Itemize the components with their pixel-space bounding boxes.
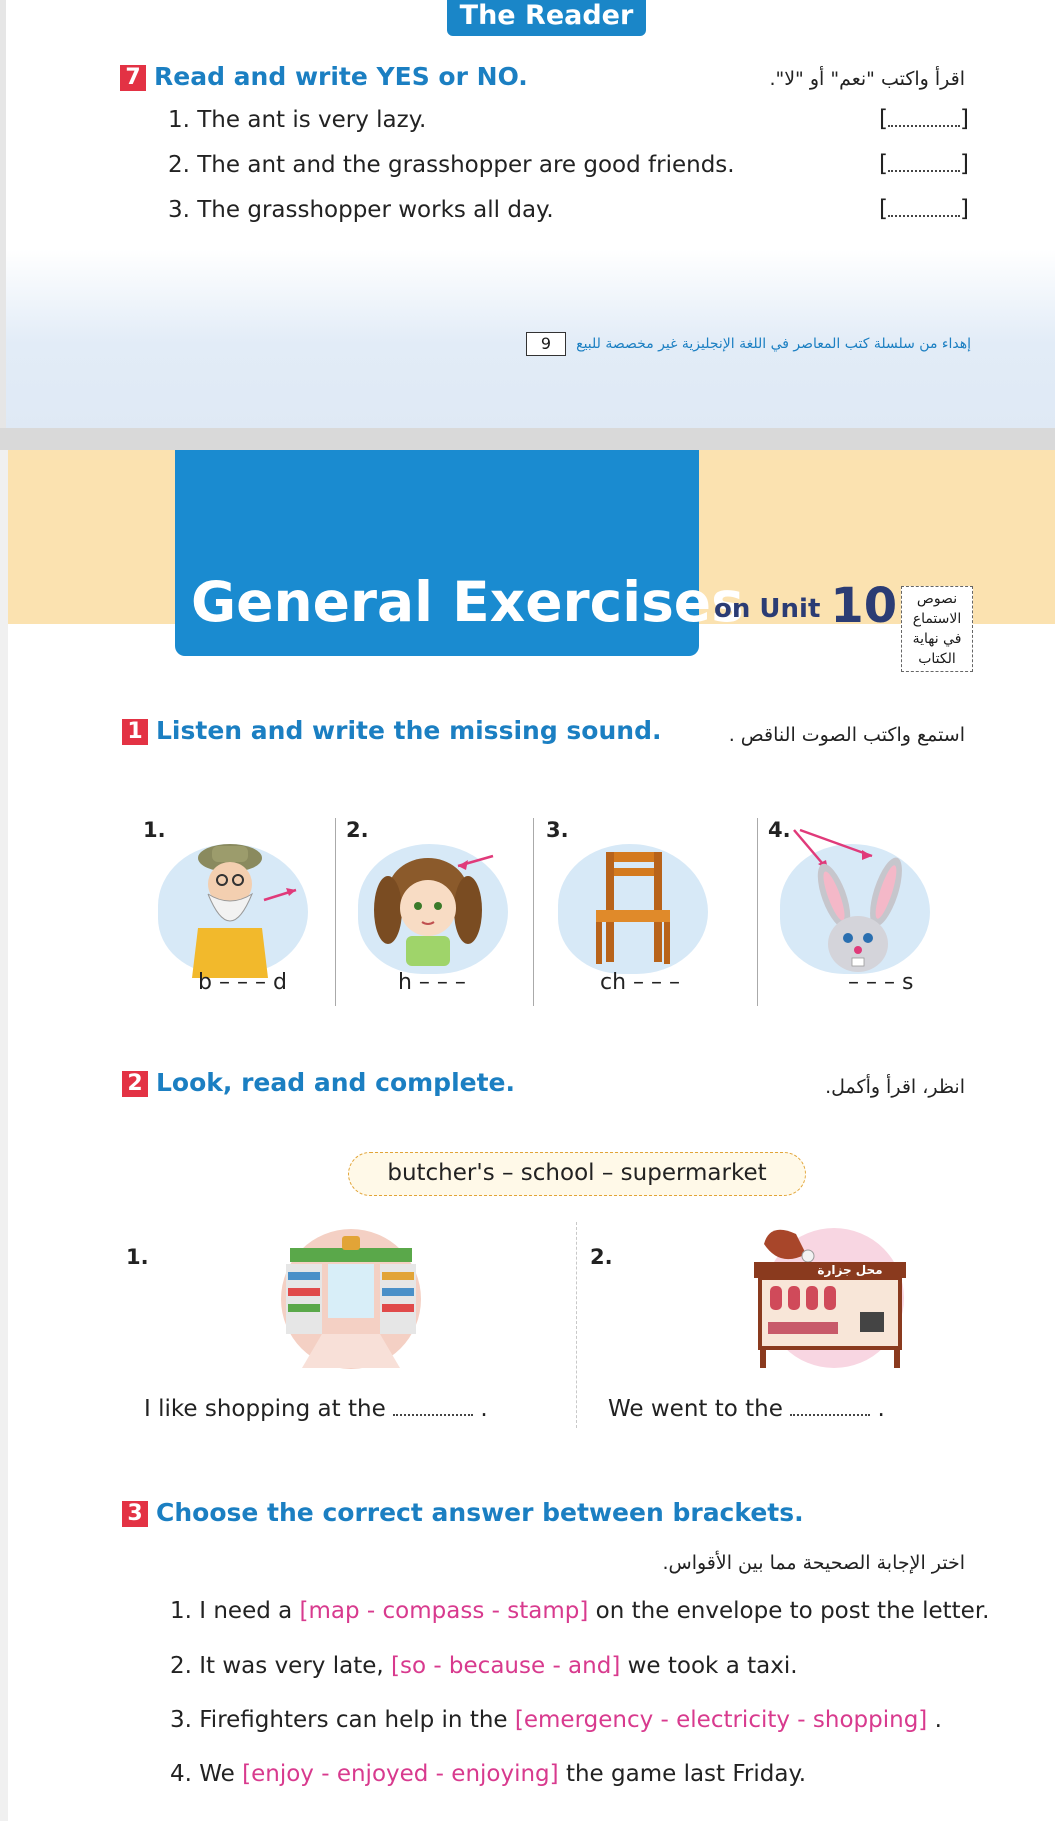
footer-text: إهداء من سلسلة كتب المعاصر في اللغة الإنجليزية غير مخصصة للبيع [576,336,971,352]
missing-sound-2[interactable]: h – – – [398,970,466,995]
butcher-sign: محل جزارة [817,1263,883,1277]
yn-answer-3[interactable]: [ ] [879,196,969,222]
picture-item-4: 4. [760,818,950,1008]
top-page [0,0,1055,430]
blank-2[interactable] [790,1402,870,1416]
complete-item-2-number: 2. [590,1245,613,1269]
page-number: 9 [526,332,566,356]
section7-number: 7 [120,65,146,91]
section2-title: Look, read and complete. [156,1068,515,1097]
section3-heading [122,1498,804,1527]
yn-item-2: 2. The ant and the grasshopper are good friends. [168,152,735,178]
complete-sentence-1: I like shopping at the . [144,1396,488,1422]
chair-icon [588,848,678,968]
reader-banner: The Reader [447,0,646,36]
complete-sentence-2: We went to the . [608,1396,885,1422]
word-bank: butcher's – school – supermarket [348,1152,806,1196]
picture-item-3: 3. [538,818,728,1008]
picture-item-2: 2. [338,818,528,1008]
missing-sound-1[interactable]: b – – – d [198,970,287,995]
picture-item-1: 1. [138,818,328,1008]
section1-title: Listen and write the missing sound. [156,716,662,745]
section7-title: Read and write YES or NO. [154,62,528,91]
yn-item-3: 3. The grasshopper works all day. [168,197,554,223]
section1-heading [122,716,661,745]
butcher-shop-icon [750,1224,910,1374]
yn-answer-1[interactable]: [ ] [879,106,969,132]
mcq-item-1: 1. I need a [map - compass - stamp] on the envelope to post the letter. [170,1598,990,1624]
section2-heading [122,1068,515,1097]
section1-number: 1 [122,719,148,745]
mcq-item-3: 3. Firefighters can help in the [emergency - electricity - shopping] . [170,1707,942,1733]
complete-item-1-number: 1. [126,1245,149,1269]
section2-arabic: انظر، اقرأ وأكمل. [825,1076,965,1098]
old-man-beard-icon [178,838,318,978]
mcq-options-1[interactable]: [map - compass - stamp] [299,1598,589,1624]
missing-sound-3[interactable]: ch – – – [600,970,681,995]
mcq-options-4[interactable]: [enjoy - enjoyed - enjoying] [242,1761,559,1787]
section7-arabic: اقرأ واكتب "نعم" أو "لا". [769,68,965,90]
mcq-options-2[interactable]: [so - because - and] [390,1653,621,1679]
section3-arabic: اختر الإجابة الصحيحة مما بين الأقواس. [662,1552,965,1574]
section3-number: 3 [122,1501,148,1527]
girl-hair-icon [368,840,508,980]
mcq-options-3[interactable]: [emergency - electricity - shopping] [514,1707,928,1733]
unit-number: 10 [830,578,898,634]
supermarket-icon [280,1228,422,1370]
yn-item-1: 1. The ant is very lazy. [168,107,427,133]
bottom-page [0,450,1055,1821]
section7-heading [120,62,528,91]
tapescript-note: نصوص الاستماع في نهاية الكتاب [901,586,973,672]
page-footer [526,331,971,357]
unit-label: on Unit 10 [714,578,898,634]
blank-1[interactable] [393,1402,473,1416]
page-title: General Exercises [191,570,744,634]
section3-title: Choose the correct answer between brackets. [156,1498,804,1527]
rabbit-ears-icon [790,826,940,986]
page-divider [0,428,1055,450]
missing-sound-4[interactable]: – – – s [848,970,914,995]
mcq-item-2: 2. It was very late, [so - because - and] we took a taxi. [170,1653,798,1679]
section2-number: 2 [122,1071,148,1097]
mcq-item-4: 4. We [enjoy - enjoyed - enjoying] the game last Friday. [170,1761,807,1787]
section1-arabic: استمع واكتب الصوت الناقص . [728,724,965,746]
yn-answer-2[interactable]: [ ] [879,151,969,177]
